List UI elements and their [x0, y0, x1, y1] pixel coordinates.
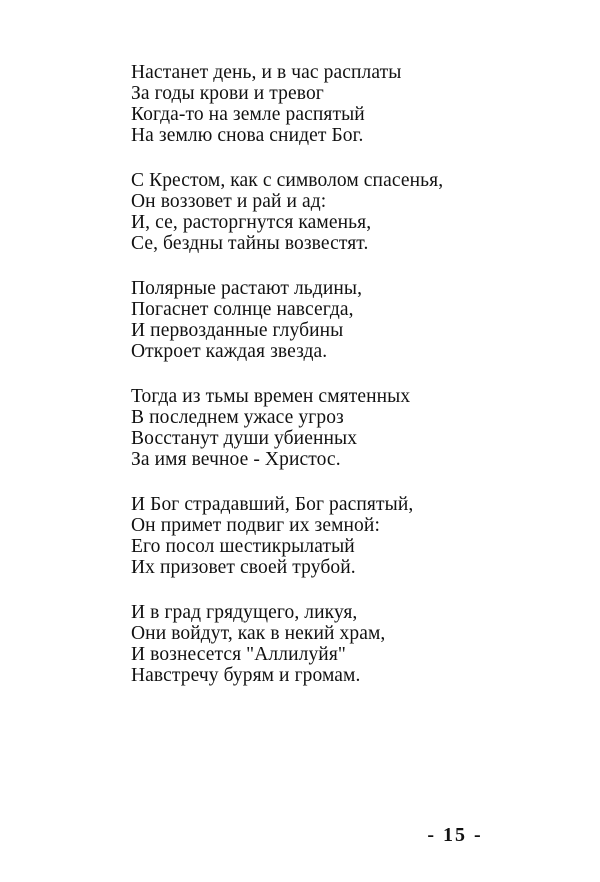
stanza-3: [131, 278, 571, 362]
poem-line: Когда-то на земле распятый: [131, 104, 365, 125]
page-number-container: [0, 824, 600, 847]
poem-line: Их призовет своей трубой.: [131, 557, 356, 578]
stanza-1: [131, 62, 571, 146]
poem-line: С Крестом, как с символом спасенья,: [131, 170, 444, 191]
poem-line: Откроет каждая звезда.: [131, 341, 328, 362]
poem-line: За имя вечное - Христос.: [131, 449, 341, 470]
poem-line: И вознесется "Аллилуйя": [131, 644, 346, 665]
stanza-5: [131, 494, 571, 578]
poem-line: И первозданные глубины: [131, 320, 344, 341]
poem-line: На землю снова снидет Бог.: [131, 125, 364, 146]
poem-line: Его посол шестикрылатый: [131, 536, 355, 557]
poem-line: Полярные растают льдины,: [131, 278, 363, 299]
poem: [131, 62, 571, 710]
stanza-4: [131, 386, 571, 470]
stanza-6: [131, 602, 571, 686]
poem-line: Он примет подвиг их земной:: [131, 515, 380, 536]
poem-line: За годы крови и тревог: [131, 83, 324, 104]
poem-line: Се, бездны тайны возвестят.: [131, 233, 369, 254]
poem-line: И Бог страдавший, Бог распятый,: [131, 494, 414, 515]
poem-line: Он воззовет и рай и ад:: [131, 191, 327, 212]
poem-line: Погаснет солнце навсегда,: [131, 299, 354, 320]
poem-line: И, се, расторгнутся каменья,: [131, 212, 372, 233]
poem-line: Настанет день, и в час расплаты: [131, 62, 402, 83]
poem-line: В последнем ужасе угроз: [131, 407, 344, 428]
stanza-2: [131, 170, 571, 254]
poem-line: Они войдут, как в некий храм,: [131, 623, 386, 644]
poem-line: Тогда из тьмы времен смятенных: [131, 386, 411, 407]
poem-line: Восстанут души убиенных: [131, 428, 358, 449]
poem-line: Навстречу бурям и громам.: [131, 665, 361, 686]
poem-line: И в град грядущего, ликуя,: [131, 602, 358, 623]
page-number: - 15 -: [427, 824, 483, 846]
